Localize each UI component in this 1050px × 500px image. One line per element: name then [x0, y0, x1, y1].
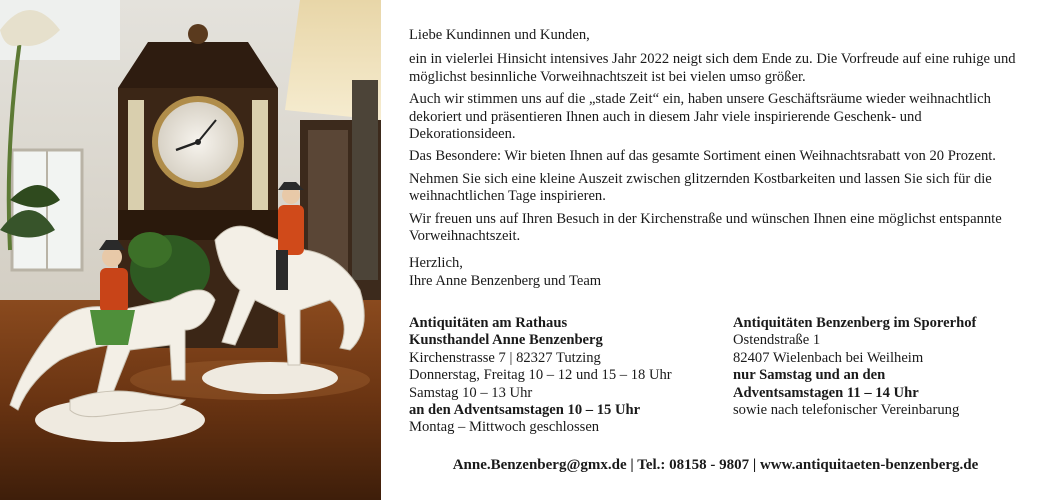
store-right-note: sowie nach telefonischer Vereinbarung	[733, 402, 960, 419]
store-left-closed: Montag – Mittwoch geschlossen	[409, 419, 600, 436]
contact-footer: Anne.Benzenberg@gmx.de | Tel.: 08158 - 9807 | www.antiquitaeten-benzenberg.de	[452, 457, 979, 473]
store-left-hours-weekdays: Donnerstag, Freitag 10 – 12 und 15 – 18 Uhr	[409, 367, 672, 384]
store-right-hours-1: nur Samstag und an den	[733, 367, 886, 384]
paragraph-visit: Wir freuen uns auf Ihren Besuch in der Kirchenstraße und wünschen Ihnen eine möglichst entspannte Vorweihnachtszeit.	[409, 210, 1002, 245]
salutation: Liebe Kundinnen und Kunden,	[409, 27, 590, 43]
paragraph-inspiration: Nehmen Sie sich eine kleine Auszeit zwischen glitzernden Kostbarkeiten und lassen Sie sich für die weihnachtlichen Tage inspirieren.	[409, 170, 992, 205]
signature: Ihre Anne Benzenberg und Team	[409, 272, 602, 289]
letter-body	[409, 27, 1019, 295]
store-right-street: Ostendstraße 1	[733, 332, 821, 349]
store-left-subtitle: Kunsthandel Anne Benzenberg	[409, 332, 603, 349]
closing: Herzlich, Ihre Anne Benzenberg und Team	[409, 255, 602, 289]
store-left-hours-saturday: Samstag 10 – 13 Uhr	[409, 384, 533, 401]
store-left-name: Antiquitäten am Rathaus	[409, 315, 568, 331]
store-right-block	[733, 315, 976, 419]
store-left-address: Kirchenstrasse 7 | 82327 Tutzing	[409, 349, 601, 366]
paragraph-stade-zeit: Auch wir stimmen uns auf die „stade Zeit“ ein, haben unsere Geschäftsräume wieder weihnachtlich dekoriert und präsentieren Ihnen auch in diesem Jahr viele inspirierende Geschenk- und Dekorationsideen.	[409, 91, 991, 143]
store-left-block	[409, 315, 672, 437]
paragraph-intro: ein in vielerlei Hinsicht intensives Jahr 2022 neigt sich dem Ende zu. Die Vorfreude auf eine ruhige und möglichst besinnliche Vorweihnachtszeit ist bei vielen umso größer.	[409, 51, 1016, 85]
paragraph-discount: Das Besondere: Wir bieten Ihnen auf das gesamte Sortiment einen Weihnachtsrabatt von 20 Prozent.	[409, 148, 996, 165]
store-left-hours-advent: an den Adventsamstagen 10 – 15 Uhr	[409, 402, 641, 419]
store-right-city: 82407 Wielenbach bei Weilheim	[733, 349, 924, 366]
store-right-hours-2: Adventsamstagen 11 – 14 Uhr	[733, 384, 919, 401]
shop-photo	[0, 0, 381, 500]
store-right-name: Antiquitäten Benzenberg im Sporerhof	[733, 315, 977, 331]
